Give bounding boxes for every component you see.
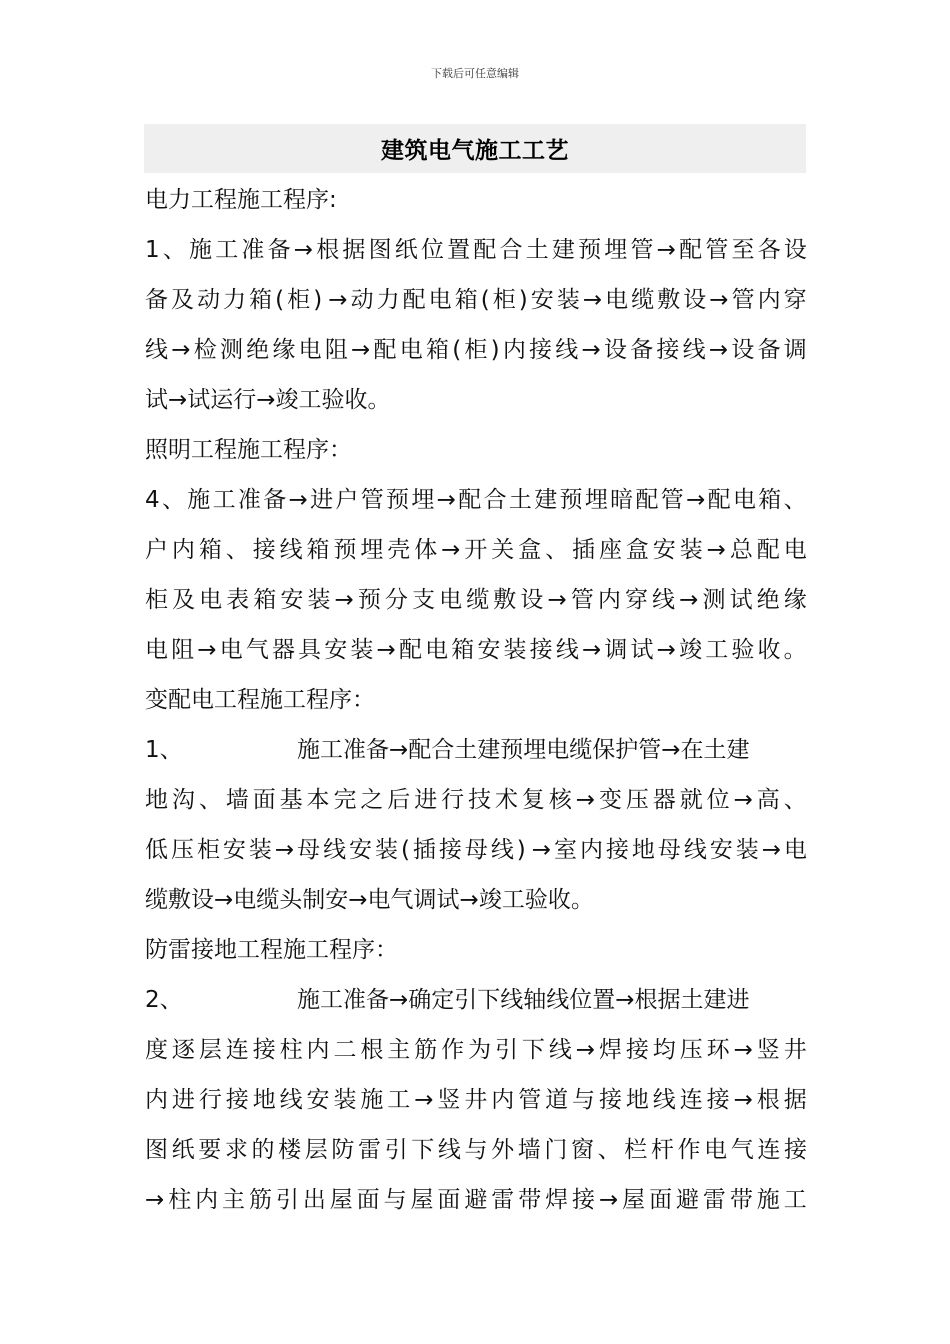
paragraph-line-numbered: 1、 施工准备→配合土建预埋电缆保护管→在土建 [145, 725, 807, 775]
title-bar [144, 124, 806, 173]
paragraph-line: 试→试运行→竣工验收。 [145, 387, 391, 413]
section-heading-power: 电力工程施工程序: [145, 187, 337, 213]
page-header-note: 下载后可任意编辑 [431, 67, 519, 80]
paragraph-line-numbered: 2、 施工准备→确定引下线轴线位置→根据土建进 [145, 975, 807, 1025]
paragraph-line: 柜 及 电 表 箱 安 装 → 预 分 支 电 缆 敷 设 → 管 内 穿 线 → 测 试 绝 缘 [145, 587, 807, 613]
section-heading-substation: 变配电工程施工程序： [145, 687, 375, 713]
paragraph-line: 缆敷设→电缆头制安→电气调试→竣工验收。 [145, 887, 594, 913]
list-number: 2、 [145, 987, 183, 1013]
paragraph-line: 1 、 施 工 准 备 → 根 据 图 纸 位 置 配 合 土 建 预 埋 管 → 配 管 至 各 设 [145, 237, 807, 263]
section-heading-lightning: 防雷接地工程施工程序： [145, 937, 398, 963]
paragraph-line: 图 纸 要 求 的 楼 层 防 雷 引 下 线 与 外 墙 门 窗 、 栏 杆 作 电 气 连 接 [145, 1137, 807, 1163]
paragraph-line: 低 压 柜 安 装 → 母 线 安 装 ( 插 接 母 线 ) → 室 内 接 地 母 线 安 装 → 电 [145, 837, 807, 863]
paragraph-line: 度 逐 层 连 接 柱 内 二 根 主 筋 作 为 引 下 线 → 焊 接 均 压 环 → 竖 井 [145, 1037, 807, 1063]
paragraph-line: 户 内 箱 、 接 线 箱 预 埋 壳 体 → 开 关 盒 、 插 座 盒 安 装 → 总 配 电 [145, 537, 807, 563]
paragraph-line: 4 、 施 工 准 备 → 进 户 管 预 埋 → 配 合 土 建 预 埋 暗 配 管 → 配 电 箱 、 [145, 487, 807, 513]
paragraph-line: 地 沟 、 墙 面 基 本 完 之 后 进 行 技 术 复 核 → 变 压 器 就 位 → 高 、 [145, 787, 807, 813]
section-heading-lighting: 照明工程施工程序： [145, 437, 352, 463]
paragraph-line: 备 及 动 力 箱 ( 柜 ) → 动 力 配 电 箱 ( 柜 ) 安 装 → 电 缆 敷 设 → 管 内 穿 [145, 287, 807, 313]
paragraph-line: → 柱 内 主 筋 引 出 屋 面 与 屋 面 避 雷 带 焊 接 → 屋 面 避 雷 带 施 工 [145, 1187, 807, 1213]
paragraph-line: 内 进 行 接 地 线 安 装 施 工 → 竖 井 内 管 道 与 接 地 线 连 接 → 根 据 [145, 1087, 807, 1113]
document-title: 建筑电气施工工艺 [381, 137, 569, 164]
paragraph-line: 线 → 检 测 绝 缘 电 阻 → 配 电 箱 ( 柜 ) 内 接 线 → 设 备 接 线 → 设 备 调 [145, 337, 807, 363]
list-number: 1、 [145, 737, 183, 763]
document-body [145, 175, 807, 1225]
paragraph-line: 电 阻 → 电 气 器 具 安 装 → 配 电 箱 安 装 接 线 → 调 试 → 竣 工 验 收 。 [145, 637, 807, 663]
